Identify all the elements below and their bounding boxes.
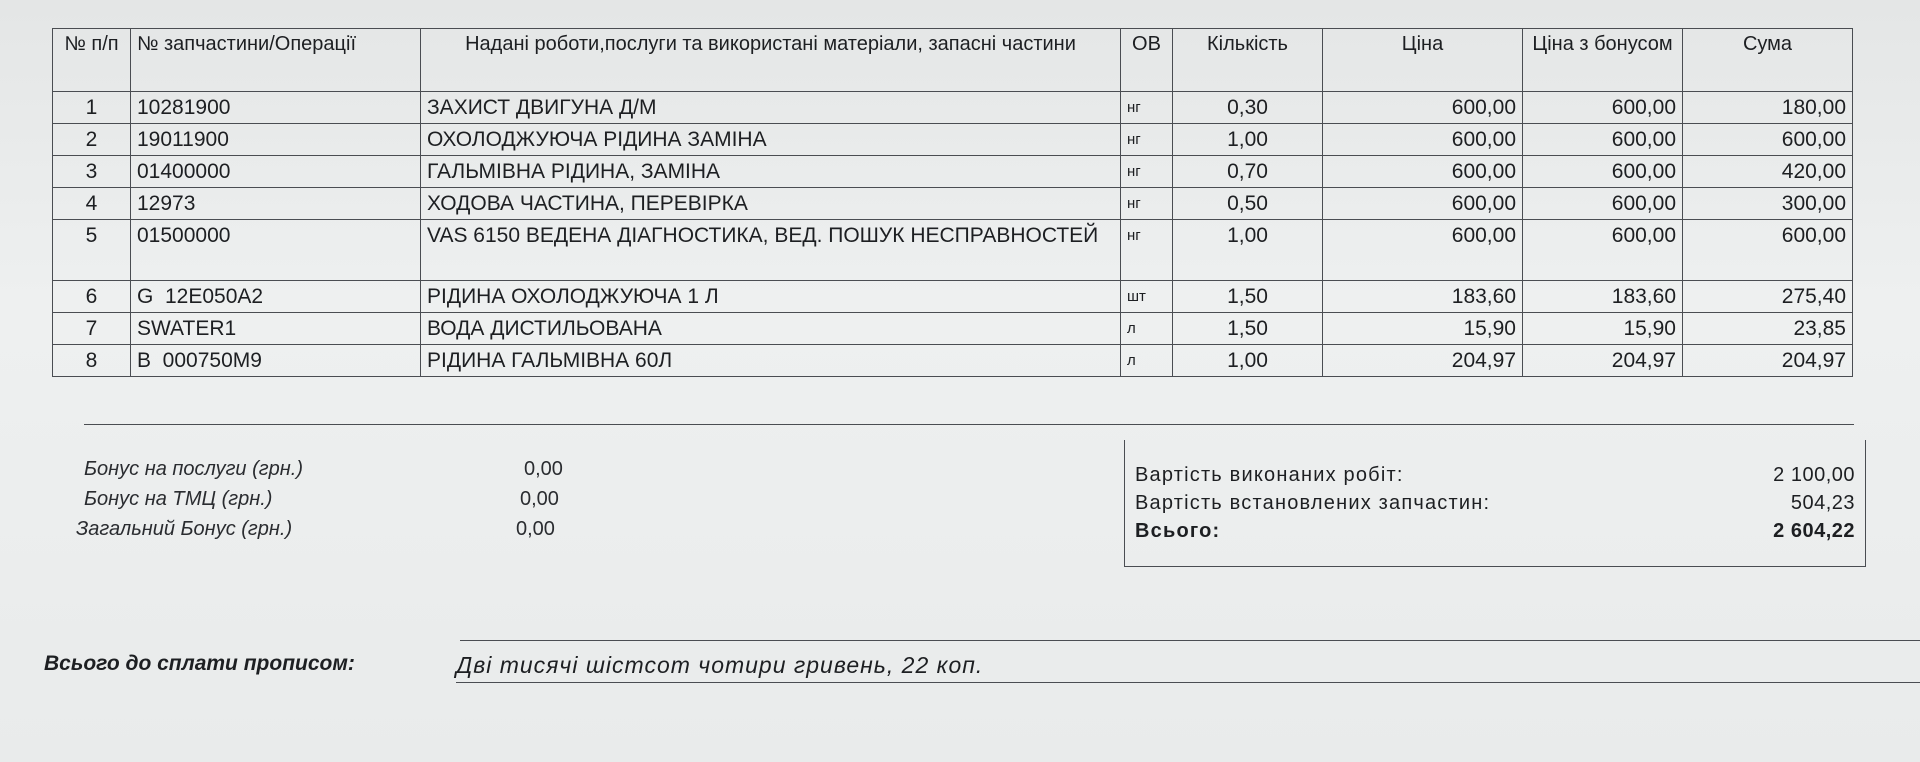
words-line-bottom: [456, 682, 1920, 683]
totals-grand-label: Всього:: [1135, 520, 1221, 542]
totals-works-label: Вартість виконаних робіт:: [1135, 464, 1404, 486]
row-price: 600,00: [1323, 188, 1523, 220]
totals-parts-row: [1135, 492, 1855, 520]
row-sum: 180,00: [1683, 92, 1853, 124]
row-price: 600,00: [1323, 156, 1523, 188]
row-desc: ГАЛЬМІВНА РІДИНА, ЗАМІНА: [421, 156, 1121, 188]
row-bonus-price: 600,00: [1523, 124, 1683, 156]
row-sum: 275,40: [1683, 281, 1853, 313]
row-num: 3: [53, 156, 131, 188]
row-bonus-price: 204,97: [1523, 345, 1683, 377]
bonus-total-label: Загальний Бонус (грн.): [76, 518, 293, 540]
row-code: 19011900: [131, 124, 421, 156]
bonus-services-value: 0,00: [524, 458, 563, 480]
header-num: № п/п: [53, 29, 131, 92]
services-table: [52, 28, 1853, 377]
row-sum: 204,97: [1683, 345, 1853, 377]
row-num: 7: [53, 313, 131, 345]
row-price: 204,97: [1323, 345, 1523, 377]
row-price: 183,60: [1323, 281, 1523, 313]
row-desc: РІДИНА ГАЛЬМІВНА 60Л: [421, 345, 1121, 377]
row-bonus-price: 183,60: [1523, 281, 1683, 313]
header-price: Ціна: [1323, 29, 1523, 92]
bonus-section: [76, 458, 604, 548]
row-bonus-price: 600,00: [1523, 92, 1683, 124]
row-price: 15,90: [1323, 313, 1523, 345]
amount-in-words-label: Всього до сплати прописом:: [44, 652, 355, 675]
row-sum: 420,00: [1683, 156, 1853, 188]
row-qty: 1,00: [1173, 220, 1323, 281]
row-qty: 1,00: [1173, 345, 1323, 377]
row-code: G 12E050A2: [131, 281, 421, 313]
row-bonus-price: 600,00: [1523, 156, 1683, 188]
header-unit: ОВ: [1121, 29, 1173, 92]
table-row: [53, 281, 1853, 313]
row-price: 600,00: [1323, 92, 1523, 124]
bonus-goods-label: Бонус на ТМЦ (грн.): [84, 488, 273, 510]
separator-line: [84, 424, 1854, 425]
row-code: 01400000: [131, 156, 421, 188]
row-sum: 300,00: [1683, 188, 1853, 220]
row-code: B 000750M9: [131, 345, 421, 377]
row-unit: нг: [1121, 92, 1173, 124]
row-desc: ВОДА ДИСТИЛЬОВАНА: [421, 313, 1121, 345]
bonus-goods-value: 0,00: [520, 488, 559, 510]
row-code: 10281900: [131, 92, 421, 124]
totals-grand-value: 2 604,22: [1773, 520, 1855, 542]
header-bonus-price: Ціна з бонусом: [1523, 29, 1683, 92]
row-sum: 23,85: [1683, 313, 1853, 345]
row-desc: ХОДОВА ЧАСТИНА, ПЕРЕВІРКА: [421, 188, 1121, 220]
row-num: 1: [53, 92, 131, 124]
row-qty: 1,50: [1173, 281, 1323, 313]
bonus-total-row: [76, 518, 604, 548]
row-qty: 0,70: [1173, 156, 1323, 188]
table-row: [53, 220, 1853, 281]
row-sum: 600,00: [1683, 124, 1853, 156]
row-desc: РІДИНА ОХОЛОДЖУЮЧА 1 Л: [421, 281, 1121, 313]
row-unit: нг: [1121, 156, 1173, 188]
header-qty: Кількість: [1173, 29, 1323, 92]
row-desc: ОХОЛОДЖУЮЧА РІДИНА ЗАМІНА: [421, 124, 1121, 156]
row-unit: шт: [1121, 281, 1173, 313]
row-price: 600,00: [1323, 220, 1523, 281]
amount-in-words-value: Дві тисячі шістсот чотири гривень, 22 коп.: [456, 652, 984, 678]
row-qty: 1,50: [1173, 313, 1323, 345]
row-bonus-price: 600,00: [1523, 220, 1683, 281]
row-price: 600,00: [1323, 124, 1523, 156]
row-qty: 0,30: [1173, 92, 1323, 124]
row-qty: 1,00: [1173, 124, 1323, 156]
totals-box: [1124, 440, 1866, 567]
totals-grand-row: [1135, 520, 1855, 548]
row-unit: л: [1121, 345, 1173, 377]
table-header-row: [53, 29, 1853, 92]
row-code: 01500000: [131, 220, 421, 281]
row-desc: VAS 6150 ВЕДЕНА ДІАГНОСТИКА, ВЕД. ПОШУК НЕСПРАВНОСТЕЙ: [421, 220, 1121, 281]
row-unit: л: [1121, 313, 1173, 345]
row-unit: нг: [1121, 220, 1173, 281]
table-row: [53, 188, 1853, 220]
table-row: [53, 124, 1853, 156]
bonus-services-row: [84, 458, 604, 488]
bonus-total-value: 0,00: [516, 518, 555, 540]
bonus-goods-row: [84, 488, 604, 518]
row-num: 8: [53, 345, 131, 377]
row-num: 2: [53, 124, 131, 156]
totals-parts-label: Вартість встановлених запчастин:: [1135, 492, 1491, 514]
row-num: 5: [53, 220, 131, 281]
header-sum: Сума: [1683, 29, 1853, 92]
table-row: [53, 313, 1853, 345]
header-code: № запчастини/Операції: [131, 29, 421, 92]
row-unit: нг: [1121, 188, 1173, 220]
table-row: [53, 156, 1853, 188]
table-row: [53, 92, 1853, 124]
row-num: 6: [53, 281, 131, 313]
table-row: [53, 345, 1853, 377]
row-unit: нг: [1121, 124, 1173, 156]
row-qty: 0,50: [1173, 188, 1323, 220]
totals-parts-value: 504,23: [1790, 492, 1855, 514]
words-line-top: [460, 640, 1920, 641]
row-code: SWATER1: [131, 313, 421, 345]
totals-works-value: 2 100,00: [1773, 464, 1855, 486]
row-bonus-price: 15,90: [1523, 313, 1683, 345]
row-code: 12973: [131, 188, 421, 220]
bonus-services-label: Бонус на послуги (грн.): [84, 458, 303, 480]
header-desc: Надані роботи,послуги та використані матеріали, запасні частини: [421, 29, 1121, 92]
totals-works-row: [1135, 464, 1855, 492]
row-desc: ЗАХИСТ ДВИГУНА Д/М: [421, 92, 1121, 124]
row-bonus-price: 600,00: [1523, 188, 1683, 220]
row-sum: 600,00: [1683, 220, 1853, 281]
row-num: 4: [53, 188, 131, 220]
